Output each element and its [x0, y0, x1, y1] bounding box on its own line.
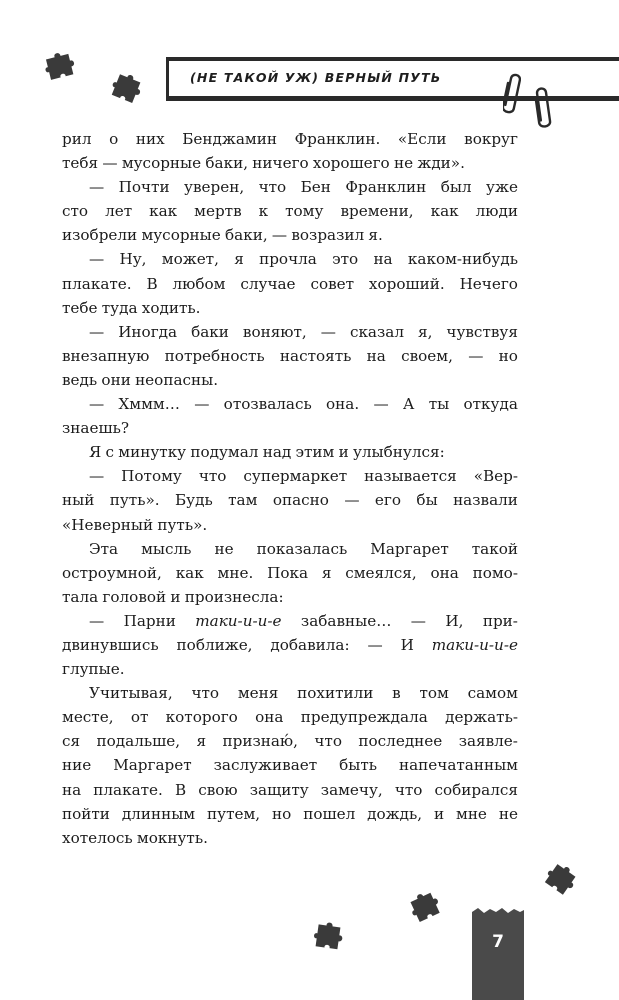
word: глупые.: [62, 660, 125, 679]
word: последнее: [358, 732, 443, 751]
word: дождь,: [367, 804, 423, 823]
text-line: [62, 199, 518, 223]
word: предупреждала: [300, 708, 428, 727]
word: не: [393, 154, 414, 173]
text-line: [62, 778, 518, 802]
text-line: [62, 802, 518, 826]
word: и: [170, 587, 181, 606]
word: на: [62, 780, 82, 799]
puzzle-piece-icon: [409, 890, 443, 924]
word: свою: [198, 780, 238, 799]
word: ся: [62, 732, 81, 751]
word: вокруг: [464, 130, 518, 148]
word: мертв: [194, 202, 242, 221]
text-line: [62, 296, 518, 320]
word: хорошего: [312, 154, 390, 173]
word: откуда: [463, 395, 518, 414]
text-line: [62, 585, 518, 609]
paperclip-icon: [534, 84, 552, 130]
word: как: [430, 202, 459, 221]
word: что: [314, 732, 342, 751]
word: я: [196, 732, 207, 751]
word: совет: [310, 274, 355, 293]
word: пошел: [303, 804, 356, 823]
text-line: [62, 826, 518, 850]
text-line: [62, 440, 518, 464]
word: к: [258, 202, 269, 221]
puzzle-piece-icon: [110, 72, 144, 106]
word: —: [89, 395, 105, 414]
word: опасно: [272, 491, 329, 510]
word: —: [89, 178, 105, 197]
text-line: [62, 320, 518, 344]
word: подумал: [190, 443, 259, 462]
text-line: [62, 609, 518, 633]
word: прочла: [259, 250, 317, 269]
word: которого: [165, 708, 238, 727]
word: Бен: [300, 178, 331, 197]
word: потребность: [164, 346, 265, 365]
word: —: [468, 346, 484, 365]
word: помо-: [472, 563, 518, 582]
word: Парни: [123, 611, 176, 630]
word: Эта: [89, 539, 119, 558]
word: —: [344, 491, 360, 510]
text-line: [62, 513, 518, 537]
word: мне.: [217, 563, 254, 582]
word: —: [89, 611, 105, 630]
word: В: [146, 274, 158, 293]
word: настоять: [279, 346, 352, 365]
word: мокнуть.: [136, 828, 208, 847]
word: подальше,: [96, 732, 181, 751]
word: сто: [62, 202, 89, 221]
word: заслуживает: [213, 756, 318, 775]
word: Пока: [267, 563, 309, 582]
word: поближе,: [176, 635, 253, 654]
word: случае: [240, 274, 296, 293]
word: хороший.: [368, 274, 445, 293]
word: но: [272, 804, 292, 823]
word: называется: [364, 467, 457, 486]
word: она: [430, 563, 459, 582]
word: заявле-: [458, 732, 518, 751]
word: как: [149, 202, 178, 221]
text-line: [62, 753, 518, 777]
word: ние: [62, 756, 92, 775]
word: Нечего: [459, 274, 518, 293]
word: Маргарет: [370, 539, 449, 558]
word: возразил: [291, 226, 365, 245]
word: на: [366, 346, 386, 365]
word: быть: [339, 756, 378, 775]
running-title: (НЕ ТАКОЙ УЖ) ВЕРНЫЙ ПУТЬ: [190, 70, 442, 85]
word: Потому: [121, 467, 182, 486]
word: «Вер-: [473, 467, 518, 486]
word: забавные…: [300, 611, 392, 630]
word: минутку: [118, 443, 187, 462]
word: уверен,: [184, 178, 245, 197]
word: А: [402, 395, 415, 414]
word: каком-нибудь: [407, 250, 518, 269]
word: мне: [456, 804, 487, 823]
word: баки: [191, 322, 229, 341]
word: мусорные: [121, 154, 202, 173]
word: В: [174, 780, 187, 799]
text-line: [62, 223, 518, 247]
text-line: [62, 247, 518, 271]
word: я: [234, 250, 244, 269]
word: жди».: [417, 154, 465, 173]
word: Бенджамин: [182, 130, 277, 148]
text-line: [62, 127, 518, 151]
text-line: [62, 368, 518, 392]
word: на: [373, 250, 393, 269]
word: Хммм…: [118, 395, 180, 414]
word: отозвалась: [223, 395, 312, 414]
paperclip-icon: [503, 70, 521, 116]
word: Франклин: [345, 178, 427, 197]
word: и: [338, 443, 349, 462]
word: —: [367, 635, 383, 654]
word: признаю́,: [222, 732, 298, 751]
word: своем,: [401, 346, 453, 365]
word: улыбнулся:: [352, 443, 445, 462]
word: мысль: [141, 539, 192, 558]
word: я,: [417, 322, 433, 341]
word: держать-: [445, 708, 518, 727]
word: длинным: [121, 804, 196, 823]
word: добавила:: [270, 635, 350, 654]
word: люди: [475, 202, 518, 221]
word: ный: [62, 491, 95, 510]
word: туда: [101, 298, 138, 317]
italic-word: таки-и-и-е: [195, 611, 282, 630]
word: внезапную: [62, 346, 150, 365]
word: любом: [172, 274, 226, 293]
word: защиту: [249, 780, 309, 799]
word: месте,: [62, 708, 114, 727]
word: —: [194, 395, 210, 414]
word: тебя: [62, 154, 99, 173]
word: —: [410, 611, 426, 630]
text-line: [62, 392, 518, 416]
word: остроумной,: [62, 563, 162, 582]
word: о: [109, 130, 119, 148]
text-line: [62, 729, 518, 753]
word: Иногда: [118, 322, 178, 341]
word: мусорные: [141, 226, 221, 245]
word: воняют,: [242, 322, 307, 341]
word: И,: [445, 611, 464, 630]
word: в: [392, 684, 401, 703]
word: путь».: [109, 491, 160, 510]
word: неопасны.: [135, 370, 219, 389]
puzzle-piece-icon: [313, 920, 345, 954]
word: при-: [482, 611, 518, 630]
word: похитили: [297, 684, 374, 703]
word: Почти: [118, 178, 170, 197]
word: —: [89, 467, 105, 486]
word: —: [89, 322, 105, 341]
word: я: [321, 563, 332, 582]
word: ты: [428, 395, 450, 414]
text-line: [62, 705, 518, 729]
word: И: [400, 635, 414, 654]
italic-word: таки-и-и-е: [431, 635, 518, 654]
word: «Неверный: [62, 515, 154, 534]
word: они: [101, 370, 131, 389]
word: самом: [467, 684, 518, 703]
word: Учитывая,: [89, 684, 173, 703]
text-line: [62, 537, 518, 561]
text-line: [62, 416, 518, 440]
word: произнесла:: [184, 587, 284, 606]
word: —: [89, 250, 105, 269]
word: напечатанным: [399, 756, 518, 775]
word: ничего: [252, 154, 309, 173]
word: она: [255, 708, 284, 727]
word: она.: [326, 395, 360, 414]
word: что: [198, 467, 227, 486]
word: знаешь?: [62, 419, 129, 438]
word: бы: [416, 491, 438, 510]
word: Франклин.: [294, 130, 381, 148]
word: показалась: [256, 539, 348, 558]
word: не: [214, 539, 234, 558]
word: головой: [102, 587, 167, 606]
word: собирался: [434, 780, 518, 799]
word: это: [332, 250, 359, 269]
word: тому: [285, 202, 324, 221]
word: баки,: [205, 154, 249, 173]
word: его: [374, 491, 402, 510]
puzzle-piece-icon: [44, 50, 78, 80]
word: был: [440, 178, 472, 197]
word: —: [320, 322, 336, 341]
body-text: [62, 127, 518, 850]
text-line: [62, 272, 518, 296]
word: них: [135, 130, 165, 148]
word: там: [228, 491, 258, 510]
word: супермаркет: [243, 467, 348, 486]
word: путем,: [207, 804, 261, 823]
word: меня: [237, 684, 279, 703]
page-number-tab: [472, 908, 524, 1000]
word: плакате.: [62, 274, 132, 293]
word: тебе: [62, 298, 98, 317]
word: баки,: [225, 226, 268, 245]
word: «Если: [397, 130, 447, 148]
word: путь».: [157, 515, 208, 534]
text-line: [62, 151, 518, 175]
text-line: [62, 657, 518, 681]
word: лет: [105, 202, 133, 221]
word: с: [105, 443, 115, 462]
word: может,: [161, 250, 219, 269]
word: времени,: [340, 202, 414, 221]
word: тала: [62, 587, 99, 606]
word: пойти: [62, 804, 110, 823]
page-number: 7: [492, 932, 504, 952]
word: Маргарет: [113, 756, 192, 775]
word: Ну,: [119, 250, 147, 269]
word: уже: [486, 178, 518, 197]
text-line: [62, 681, 518, 705]
text-line: [62, 633, 518, 657]
word: этим: [295, 443, 335, 462]
word: рил: [62, 130, 92, 148]
text-line: [62, 488, 518, 512]
word: Я: [89, 443, 102, 462]
word: —: [373, 395, 389, 414]
word: над: [262, 443, 292, 462]
word: —: [102, 154, 118, 173]
word: и: [433, 804, 445, 823]
word: замечу,: [320, 780, 383, 799]
text-line: [62, 464, 518, 488]
word: чувствуя: [446, 322, 518, 341]
text-line: [62, 175, 518, 199]
word: плакате.: [93, 780, 163, 799]
word: Будь: [175, 491, 213, 510]
word: том: [419, 684, 449, 703]
word: такой: [471, 539, 518, 558]
word: смеялся,: [345, 563, 417, 582]
word: что: [394, 780, 423, 799]
word: сказал: [349, 322, 404, 341]
word: я.: [368, 226, 383, 245]
word: но: [498, 346, 518, 365]
word: двинувшись: [62, 635, 159, 654]
word: изобрели: [62, 226, 138, 245]
word: не: [498, 804, 518, 823]
text-line: [62, 344, 518, 368]
word: ведь: [62, 370, 98, 389]
text-line: [62, 561, 518, 585]
puzzle-piece-icon: [544, 863, 578, 897]
word: что: [258, 178, 287, 197]
word: от: [130, 708, 149, 727]
word: как: [175, 563, 204, 582]
word: хотелось: [62, 828, 133, 847]
word: —: [271, 226, 288, 245]
word: назвали: [453, 491, 518, 510]
word: ходить.: [141, 298, 201, 317]
word: что: [191, 684, 220, 703]
